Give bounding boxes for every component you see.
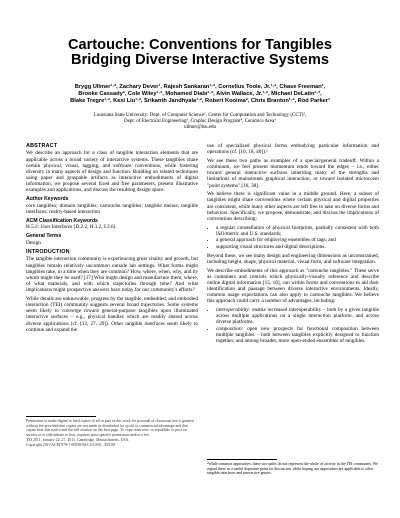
- contact-email: ullmer@lsu.edu: [184, 125, 216, 131]
- permission-venue: TEI 2011, January 24–27, 2011, Cambridge, Massachusetts, USA.: [26, 437, 130, 442]
- permission-rule: [26, 416, 96, 417]
- keywords-text: core tangibles; domain tangibles; cartouche tangibles; tangible menus; tangible interfaces; reality-based interaction: [26, 202, 198, 215]
- conventions-list: [207, 225, 379, 250]
- authors-line-2: Brooke Cassady², Cole Wiley¹·², Mohamed Diabi¹·², Alvin Wallace, Jr.¹·², Michael DeLatin¹·³,: [78, 91, 322, 98]
- list-text: open new prospects for functional composition between multiple tangibles – both between tangibles explicitly designed to function together, and among broader, more open-ended ensembles of tangibles.: [216, 325, 380, 345]
- right-column: [207, 143, 379, 347]
- title-line-2: Bridging Diverse Interactive Systems: [71, 52, 329, 68]
- intro-paragraph-2: While details are unknowable, progress by the tangible, embedded, and embodied interaction (TEI) community suggests several broad trajectories. Some systems seem likely to converge toward general-purpose tangibles upon illuminated interactive surfaces – e.g., physical handles which are readily shared across diverse applications (cf. [12, 27, 29]). Other tangible interfaces seem likely to continue and expand the: [26, 295, 198, 333]
- acm-heading: ACM Classification Keywords: [26, 217, 98, 224]
- authors-line-1: Brygg Ullmer¹·², Zachary Dever¹, Rajesh Sankaran¹·², Cornelius Toole, Jr.¹·², Chase Freeman¹,: [74, 84, 326, 90]
- permission-copyright: Copyright 2010 ACM 978-1-60558-841-4/10/01...$10.00.: [26, 442, 117, 447]
- author-list: [30, 84, 370, 106]
- affiliation-line-1: Louisiana State University: Dept. of Computer Science¹, Center for Computation and Technology (CCT)²,: [93, 113, 307, 118]
- permission-text: Permission to make digital or hard copies of all or part of this work for personal or classroom use is granted without fee provided that copies are not made or distributed for profit or commercial advantage and that copies bear this notice and the full citation on the first page. To copy otherwise, or republish, to post on servers or to redistribute to lists, requires prior specific permission and/or a fee.: [26, 419, 194, 438]
- paper-title: [0, 38, 400, 68]
- permission-notice: [26, 419, 198, 447]
- authors-line-3: Blake Tregre¹·², Kexi Liu¹·², Srikanth Jandhyala¹·², Robert Kooima², Chris Branton¹·², Rod Parker³: [70, 98, 330, 105]
- right-paragraph-1: use of specialized physical forms embodying particular information and operations (cf. [10, 18, 40]).¹: [207, 143, 379, 156]
- terms-text: Design: [26, 239, 41, 246]
- advantages-list: [207, 307, 379, 344]
- footnote-rule: [207, 459, 277, 460]
- list-item: • a regular constellation of physical footprints, partially consistent with both ISO/metric and U.S. standards;: [216, 225, 379, 237]
- right-paragraph-3: We believe there is significant value in a middle ground. Here, a subset of tangibles might share conventions where certain physical and digital properties are consistent, while many other aspects are left free to take on diverse forms and behaviors. Specifically, we propose, demonstrate, and discuss the implications of conventions describing:: [207, 191, 379, 222]
- abstract-heading: ABSTRACT: [26, 143, 58, 149]
- terms-heading: General Terms: [26, 233, 62, 240]
- right-paragraph-2: We see these two paths as examples of a special/general tradeoff. Within a continuum, we feel present momentum tends toward the edges – i.e., either toward general interactive surfaces inheriting many of the strengths and limitations of mainstream graphical interaction, or toward isolated microcosm "point systems" [16, 38].: [207, 157, 379, 189]
- list-item: [216, 307, 379, 325]
- acm-text: H.5.2: User Interfaces (D.2.2, H.1.2, I.3.6): [26, 224, 116, 231]
- list-item: [216, 326, 379, 344]
- list-item: • a general approach for employing ensembles of tags; and: [216, 237, 379, 243]
- list-text: enable increased interoperability – both by a given tangible across multiple applications on a single interaction platform, and across diverse platforms.: [216, 307, 379, 326]
- right-paragraph-4: Beyond these, we see many design and engineering dimensions as unconstrained, including height, shape, physical material, visual form, and software integration.: [207, 252, 379, 265]
- abstract-text: We describe an approach for a class of tangible interaction elements that are applicable across a broad variety of interactive systems. These tangibles share certain physical, visual, tagging, and software conventions, while fostering diversity in many aspects of design and function. Building on related techniques using paper and graspable artifacts as interactive embodiments of digital information, we propose several fixed and free parameters, present illustrative examples and applications, and discuss the resulting design space.: [26, 150, 198, 194]
- left-column: [26, 143, 198, 336]
- list-term: composition:: [216, 325, 244, 332]
- list-term: interoperability:: [216, 307, 251, 314]
- keywords-heading: Author Keywords: [26, 196, 69, 203]
- title-line-1: Cartouche: Conventions for Tangibles: [67, 37, 333, 53]
- intro-heading: INTRODUCTION: [26, 249, 70, 256]
- affiliations: [30, 113, 370, 132]
- intro-paragraph-1: The tangible interaction community is experiencing great vitality and growth, but tangibles remain relatively uncommon outside lab settings. What forms might tangibles take, in a time when they are common? How, where, when, why, and by whom might they be used? [17] Who might design and manufacture them, where, of what materials, and with which trajectories through time? And what implications might prospective answers have today for our community's efforts?: [26, 256, 198, 294]
- footnote: ¹While common approaches, these two paths do not represent the whole of activity in the TEI community. We regard these as a useful departure point for discussion, while hoping our approaches are applicable to other tangible interfaces and interactive genres.: [207, 462, 378, 476]
- affiliation-line-2: Dept. of Electrical Engineering³, Graphic Design Program⁴, Ceramics Area⁵: [123, 119, 277, 125]
- right-paragraph-5: We describe embodiments of this approach as "cartouche tangibles." These serve as containers and controls which physically-visually reference and describe online digital information [15, 18], can within forms and conventions to aid their identification and passage between diverse interactive environments. Ideally, common usage expectations can also apply to cartouche tangibles. We believe this approach could carry a number of advantages, including:: [207, 267, 379, 305]
- list-item: • supporting visual structures and digital descriptions.: [216, 244, 379, 250]
